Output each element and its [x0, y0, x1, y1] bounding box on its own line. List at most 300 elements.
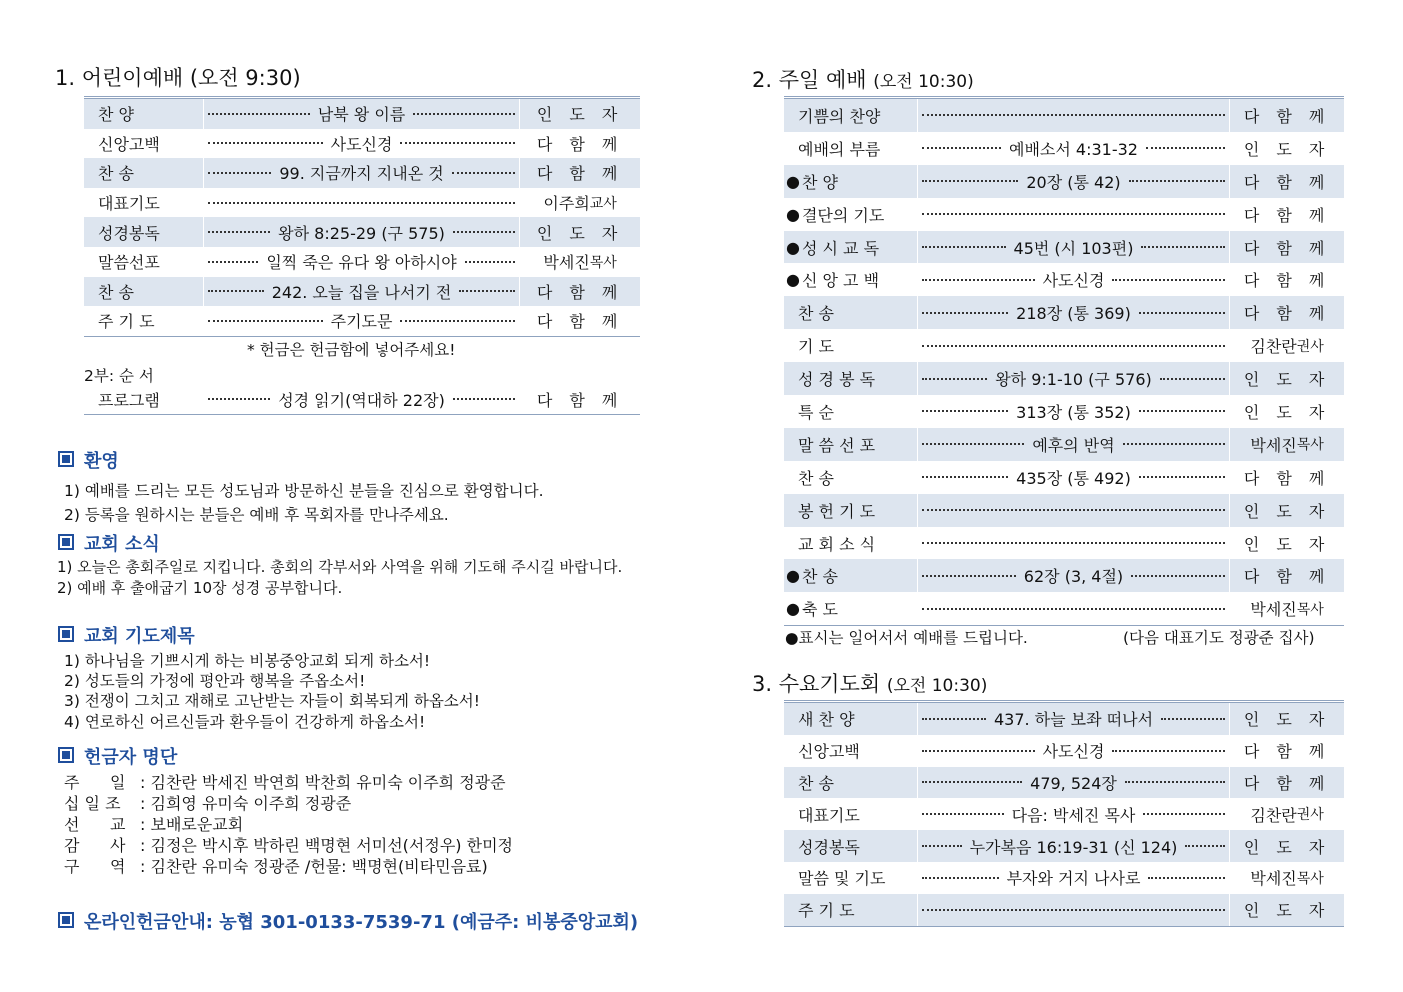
leader-dots — [208, 398, 270, 400]
order-content — [204, 99, 520, 129]
order-leader: 인 도 자 — [1243, 402, 1331, 422]
order-leader — [1230, 592, 1344, 625]
order-row — [84, 188, 640, 218]
offering-row — [64, 812, 513, 833]
order-content — [918, 862, 1230, 894]
order-item — [84, 384, 204, 414]
square-bullet-icon — [58, 912, 74, 928]
order-leader: 다 함 께 — [536, 134, 624, 154]
order-leader: 인 도 자 — [1243, 837, 1331, 857]
order-leader: 다 함 께 — [536, 164, 624, 184]
section3-title-text: 3. 수요기도회 — [752, 672, 881, 696]
leader-dots — [453, 231, 515, 233]
order-leader: 다 함 께 — [536, 282, 624, 302]
order-item-label: 말 씀 선 포 — [798, 435, 876, 455]
order-leader: 다 함 께 — [536, 312, 624, 332]
order-item-label: 찬 양 — [801, 172, 838, 192]
order-content — [918, 461, 1230, 494]
section1-time: (오전 9:30) — [189, 66, 301, 90]
leader-dots — [208, 142, 323, 144]
order-item — [784, 263, 918, 296]
order-item — [784, 428, 918, 461]
order-leader: 다 함 께 — [1243, 304, 1331, 324]
order-leader: 인 도 자 — [1243, 534, 1331, 554]
order-content — [204, 188, 520, 218]
leader-dots — [1146, 147, 1225, 149]
order-leader: 다 함 께 — [1243, 106, 1331, 126]
order-content-text: 218장 (통 369) — [1016, 304, 1131, 324]
order-row — [784, 494, 1344, 527]
next-prayer-note: (다음 대표기도 정광준 집사) — [1123, 629, 1315, 647]
section1-title — [55, 62, 301, 92]
leader-title: 목사 — [1296, 601, 1324, 618]
order-leader: 다 함 께 — [1243, 773, 1331, 793]
order-leader: 다 함 께 — [1243, 567, 1331, 587]
leader-title: 권사 — [1296, 338, 1324, 355]
order-content — [918, 132, 1230, 165]
order-content — [204, 306, 520, 336]
order-leader — [520, 188, 640, 218]
order-leader: 다 함 께 — [1243, 742, 1331, 762]
leader-name: 박세진 — [1250, 869, 1297, 889]
leader-dots — [922, 877, 999, 879]
order-content — [918, 894, 1230, 926]
order-item-label: 말씀선포 — [98, 253, 160, 273]
order-item — [784, 296, 918, 329]
order-item — [84, 99, 204, 129]
prayer-line-2: 2) 성도들의 가정에 평안과 행복을 주옵소서! — [64, 672, 366, 690]
order-content-text: 부자와 거지 나사로 — [1006, 869, 1141, 889]
prayer-heading — [58, 622, 195, 648]
leader-name: 박세진 — [543, 253, 590, 273]
offering-row — [64, 770, 513, 791]
stand-marker-icon: ● — [786, 270, 800, 290]
order-content — [918, 99, 1230, 132]
square-bullet-icon — [58, 534, 74, 550]
leader-dots — [922, 542, 1225, 544]
order-row — [784, 703, 1344, 735]
leader-title: 권사 — [1296, 807, 1324, 824]
order-leader: 인 도 자 — [1243, 370, 1331, 390]
leader-dots — [1139, 312, 1225, 314]
order-leader: 인 도 자 — [536, 223, 624, 243]
order-content-text: 예후의 반역 — [1032, 435, 1115, 455]
order-item-label: 찬 송 — [798, 773, 834, 793]
order-content — [918, 362, 1230, 395]
order-content-text: 누가복음 16:19-31 (신 124) — [969, 837, 1178, 857]
welcome-heading-text: 환영 — [84, 451, 119, 472]
order-content — [918, 494, 1230, 527]
leader-dots — [922, 410, 1008, 412]
order-row — [784, 296, 1344, 329]
order-item — [784, 395, 918, 428]
order-item-label: 찬 송 — [98, 282, 134, 302]
leader-dots — [922, 213, 1225, 215]
offering-colon: : — [140, 773, 151, 792]
order-content-text: 435장 (통 492) — [1016, 468, 1131, 488]
online-heading-text: 온라인헌금안내: — [84, 912, 213, 933]
order-content — [918, 296, 1230, 329]
order-item-label: 말씀 및 기도 — [798, 869, 886, 889]
order-item — [784, 132, 918, 165]
offering-row — [64, 854, 513, 875]
order-item — [784, 329, 918, 362]
sunday-service-table — [784, 96, 1344, 626]
offering-colon: : — [140, 857, 151, 876]
prayer-line-3: 3) 전쟁이 그치고 재해로 고난받는 자들이 회복되게 하옵소서! — [64, 692, 480, 710]
order-leader: 인 도 자 — [1243, 501, 1331, 521]
leader-dots — [1131, 575, 1225, 577]
order-item — [84, 129, 204, 159]
order-content — [918, 559, 1230, 592]
stand-marker-icon: ● — [786, 171, 800, 191]
square-bullet-icon — [58, 626, 74, 642]
order-row — [784, 735, 1344, 767]
wednesday-prayer-table — [784, 700, 1344, 927]
leader-dots — [1139, 476, 1225, 478]
online-offering — [58, 908, 638, 934]
leader-dots — [922, 114, 1225, 116]
square-bullet-icon — [58, 747, 74, 763]
order-item-label: 성경봉독 — [98, 223, 160, 243]
order-leader: 다 함 께 — [1243, 238, 1331, 258]
leader-dots — [1141, 246, 1225, 248]
order-content-text: 99. 지금까지 지내온 것 — [279, 164, 444, 184]
stand-marker-icon: ● — [786, 599, 800, 619]
leader-dots — [922, 378, 987, 380]
order-item-label: 성경봉독 — [798, 837, 860, 857]
order-content — [918, 767, 1230, 799]
leader-dots — [1112, 279, 1225, 281]
order-item-label: 대표기도 — [98, 194, 160, 214]
order-row — [784, 559, 1344, 592]
leader-dots — [453, 398, 515, 400]
order-content — [204, 158, 520, 188]
order-item-label: 봉 헌 기 도 — [798, 501, 876, 521]
leader-dots — [922, 813, 1004, 815]
offering-row — [64, 791, 513, 812]
prayer-line-4: 4) 연로하신 어르신들과 환우들이 건강하게 하옵소서! — [64, 713, 426, 731]
order-content — [918, 263, 1230, 296]
order-item — [784, 830, 918, 862]
offering-note: * 헌금은 헌금함에 넣어주세요! — [247, 341, 456, 359]
order-content — [918, 830, 1230, 862]
leader-dots — [1148, 877, 1225, 879]
order-row — [784, 428, 1344, 461]
leader-dots — [922, 909, 1225, 911]
order-row — [84, 99, 640, 129]
welcome-line-1: 1) 예배를 드리는 모든 성도님과 방문하신 분들을 진심으로 환영합니다. — [64, 482, 544, 500]
leader-dots — [1129, 180, 1226, 182]
order-content — [204, 277, 520, 307]
order-item-label: 찬 양 — [98, 105, 134, 125]
order-content-text: 왕하 9:1-10 (구 576) — [995, 370, 1152, 390]
news-heading-text: 교회 소식 — [84, 534, 160, 555]
welcome-heading — [58, 447, 119, 473]
section1-title-text: 1. 어린이예배 — [55, 66, 184, 90]
order-item-label: 신앙고백 — [798, 742, 860, 762]
news-line-2: 2) 예배 후 출애굽기 10장 성경 공부합니다. — [57, 579, 343, 597]
order-leader — [1230, 862, 1344, 894]
order-content — [918, 165, 1230, 198]
order-content — [918, 428, 1230, 461]
order-leader: 인 도 자 — [1243, 139, 1331, 159]
order-content-text: 성경 읽기(역대하 22장) — [278, 390, 445, 410]
section3-title — [752, 668, 987, 698]
order-leader — [1230, 798, 1344, 830]
order-item-label: 찬 송 — [98, 164, 134, 184]
order-item-label: 기쁨의 찬양 — [798, 106, 881, 126]
order-row — [84, 158, 640, 188]
order-item — [784, 894, 918, 926]
order-row — [784, 767, 1344, 799]
leader-dots — [922, 180, 1019, 182]
offering-category: 감 사 — [64, 836, 126, 855]
order-item — [784, 527, 918, 560]
welcome-line-2: 2) 등록을 원하시는 분들은 예배 후 목회자를 만나주세요. — [64, 506, 449, 524]
order-row — [784, 395, 1344, 428]
order-item — [784, 494, 918, 527]
order-item — [784, 559, 918, 592]
order-item — [784, 703, 918, 735]
leader-dots — [208, 172, 272, 174]
order-row — [84, 384, 640, 414]
leader-dots — [922, 147, 1001, 149]
order-leader: 인 도 자 — [1243, 710, 1331, 730]
order-item — [84, 277, 204, 307]
order-content-text: 주기도문 — [330, 312, 393, 332]
order-content — [918, 527, 1230, 560]
order-item-label: 예배의 부름 — [798, 139, 881, 159]
order-item-label: 축 도 — [801, 600, 838, 620]
leader-name: 김찬란 — [1250, 805, 1297, 825]
order-content-text: 다음: 박세진 목사 — [1011, 805, 1136, 825]
leader-dots — [922, 279, 1035, 281]
order-leader: 다 함 께 — [1243, 205, 1331, 225]
order-leader: 다 함 께 — [1243, 172, 1331, 192]
order-content — [918, 395, 1230, 428]
leader-dots — [400, 142, 515, 144]
order-item — [84, 306, 204, 336]
leader-dots — [1161, 718, 1225, 720]
order-row — [784, 894, 1344, 926]
offering-names: 김희영 유미숙 이주희 정광준 — [150, 794, 352, 813]
order-item — [84, 217, 204, 247]
order-content — [918, 198, 1230, 231]
order-item — [784, 165, 918, 198]
stand-marker-icon: ● — [786, 566, 800, 586]
leader-dots — [208, 320, 323, 322]
news-line-1: 1) 오늘은 총회주일로 지킵니다. 총회의 각부서와 사역을 위해 기도해 주시길 바랍니다. — [57, 558, 623, 576]
order-content-text: 437. 하늘 보좌 떠나서 — [993, 710, 1154, 730]
order-item — [784, 862, 918, 894]
leader-dots — [922, 750, 1035, 752]
leader-dots — [922, 608, 1225, 610]
order-row — [784, 263, 1344, 296]
order-row — [84, 306, 640, 336]
leader-name: 이주희 — [543, 194, 590, 214]
offering-heading — [58, 743, 177, 769]
offering-heading-text: 헌금자 명단 — [84, 747, 178, 768]
leader-dots — [452, 172, 516, 174]
order-row — [84, 217, 640, 247]
order-content — [204, 247, 520, 277]
order-row — [784, 198, 1344, 231]
offering-colon: : — [140, 794, 151, 813]
order-item — [84, 158, 204, 188]
order-content-text: 62장 (3, 4절) — [1023, 567, 1124, 587]
leader-title: 목사 — [1296, 870, 1324, 887]
order-row — [784, 461, 1344, 494]
leader-dots — [922, 345, 1225, 347]
order-content — [204, 384, 520, 414]
order-leader: 다 함 께 — [1243, 271, 1331, 291]
order-content-text: 왕하 8:25-29 (구 575) — [278, 223, 445, 243]
order-item — [784, 231, 918, 264]
order-item — [784, 735, 918, 767]
order-content — [204, 129, 520, 159]
order-item — [784, 798, 918, 830]
order-content-text: 일찍 죽은 유다 왕 아하시야 — [266, 253, 457, 273]
leader-dots — [400, 320, 515, 322]
order-item — [784, 767, 918, 799]
online-account: 농협 301-0133-7539-71 (예금주: 비봉중앙교회) — [219, 912, 639, 933]
leader-dots — [208, 113, 310, 115]
order-content-text: 313장 (통 352) — [1016, 402, 1131, 422]
offering-names: 보배로운교회 — [150, 815, 244, 834]
order-row — [84, 129, 640, 159]
order-content-text: 20장 (통 42) — [1026, 172, 1121, 192]
section2-title — [752, 64, 974, 94]
order-row — [784, 132, 1344, 165]
order-leader — [1230, 428, 1344, 461]
order-item-label: 대표기도 — [798, 805, 860, 825]
leader-dots — [922, 312, 1008, 314]
order-leader — [1230, 329, 1344, 362]
offering-category: 구 역 — [64, 857, 126, 876]
order-row — [784, 527, 1344, 560]
offering-row — [64, 833, 513, 854]
order-item-label: 찬 송 — [798, 304, 834, 324]
leader-dots — [1123, 443, 1226, 445]
order-content — [918, 703, 1230, 735]
order-row — [784, 231, 1344, 264]
order-content-text: 예배소서 4:31-32 — [1009, 139, 1138, 159]
section2-time: (오전 10:30) — [873, 72, 974, 92]
order-item-label: 프로그램 — [98, 390, 160, 410]
order-content-text: 사도신경 — [1042, 742, 1105, 762]
leader-dots — [1160, 378, 1225, 380]
order-content-text: 479, 524장 — [1030, 773, 1117, 793]
leader-dots — [922, 509, 1225, 511]
leader-dots — [208, 202, 515, 204]
order-leader — [520, 247, 640, 277]
leader-title: 교사 — [589, 195, 617, 212]
order-content — [918, 231, 1230, 264]
order-item-label: 성 시 교 독 — [801, 238, 880, 258]
news-heading — [58, 530, 160, 556]
order-item-label: 신 앙 고 백 — [801, 271, 880, 291]
prayer-line-1: 1) 하나님을 기쁘시게 하는 비봉중앙교회 되게 하소서! — [64, 652, 431, 670]
leader-dots — [1185, 845, 1225, 847]
order-item-label: 새 찬 양 — [798, 710, 855, 730]
order-item — [84, 247, 204, 277]
order-content-text: 45번 (시 103편) — [1013, 238, 1134, 258]
leader-dots — [465, 261, 516, 263]
leader-dots — [922, 575, 1016, 577]
leader-dots — [208, 290, 264, 292]
offering-colon: : — [140, 836, 151, 855]
order-row — [784, 862, 1344, 894]
order-content-text: 사도신경 — [1042, 271, 1105, 291]
leader-name: 박세진 — [1250, 600, 1297, 620]
offering-colon: : — [140, 815, 151, 834]
order-row — [784, 362, 1344, 395]
leader-title: 목사 — [1296, 437, 1324, 454]
order-row — [784, 798, 1344, 830]
order-item-label: 주 기 도 — [798, 901, 855, 921]
order-row — [784, 99, 1344, 132]
order-content — [918, 735, 1230, 767]
part2-label: 2부: 순 서 — [84, 367, 154, 385]
offering-category: 십 일 조 — [64, 794, 121, 813]
order-content — [918, 592, 1230, 625]
order-item-label: 찬 송 — [801, 567, 838, 587]
offering-names: 김찬란 유미숙 정광준 /헌물: 백명현(비타민음료) — [150, 857, 488, 876]
stand-marker-icon: ● — [786, 204, 800, 224]
square-bullet-icon — [58, 451, 74, 467]
offering-names: 김정은 박시후 박하린 백명현 서미선(서정우) 한미정 — [150, 836, 513, 855]
order-item-label: 찬 송 — [798, 468, 834, 488]
leader-dots — [1112, 750, 1225, 752]
order-leader: 다 함 께 — [536, 390, 624, 410]
children-service-table — [84, 96, 640, 337]
order-item — [784, 99, 918, 132]
order-row — [84, 277, 640, 307]
leader-dots — [922, 845, 962, 847]
order-row — [784, 329, 1344, 362]
order-item — [84, 188, 204, 218]
offering-category: 선 교 — [64, 815, 126, 834]
order-content-text: 사도신경 — [330, 134, 393, 154]
order-leader: 다 함 께 — [1243, 468, 1331, 488]
prayer-heading-text: 교회 기도제목 — [84, 626, 195, 647]
leader-dots — [413, 113, 515, 115]
order-item-label: 기 도 — [798, 337, 834, 357]
order-leader: 인 도 자 — [1243, 901, 1331, 921]
order-content — [918, 329, 1230, 362]
leader-dots — [208, 261, 259, 263]
order-item-label: 주 기 도 — [98, 312, 155, 332]
order-item — [784, 592, 918, 625]
leader-dots — [459, 290, 515, 292]
stand-note: ●표시는 일어서서 예배를 드립니다. — [785, 629, 1028, 647]
order-content-text: 242. 오늘 집을 나서기 전 — [271, 282, 452, 302]
order-content-text: 남북 왕 이름 — [317, 105, 406, 125]
order-row — [84, 247, 640, 277]
part2-table — [84, 384, 640, 415]
leader-dots — [208, 231, 270, 233]
leader-name: 박세진 — [1250, 435, 1297, 455]
order-item-label: 신앙고백 — [98, 134, 160, 154]
order-item — [784, 461, 918, 494]
leader-name: 김찬란 — [1250, 337, 1297, 357]
leader-dots — [1125, 781, 1225, 783]
order-item-label: 성 경 봉 독 — [798, 370, 876, 390]
order-item-label: 결단의 기도 — [801, 205, 885, 225]
section2-title-text: 2. 주일 예배 — [752, 68, 867, 92]
leader-dots — [1143, 813, 1225, 815]
